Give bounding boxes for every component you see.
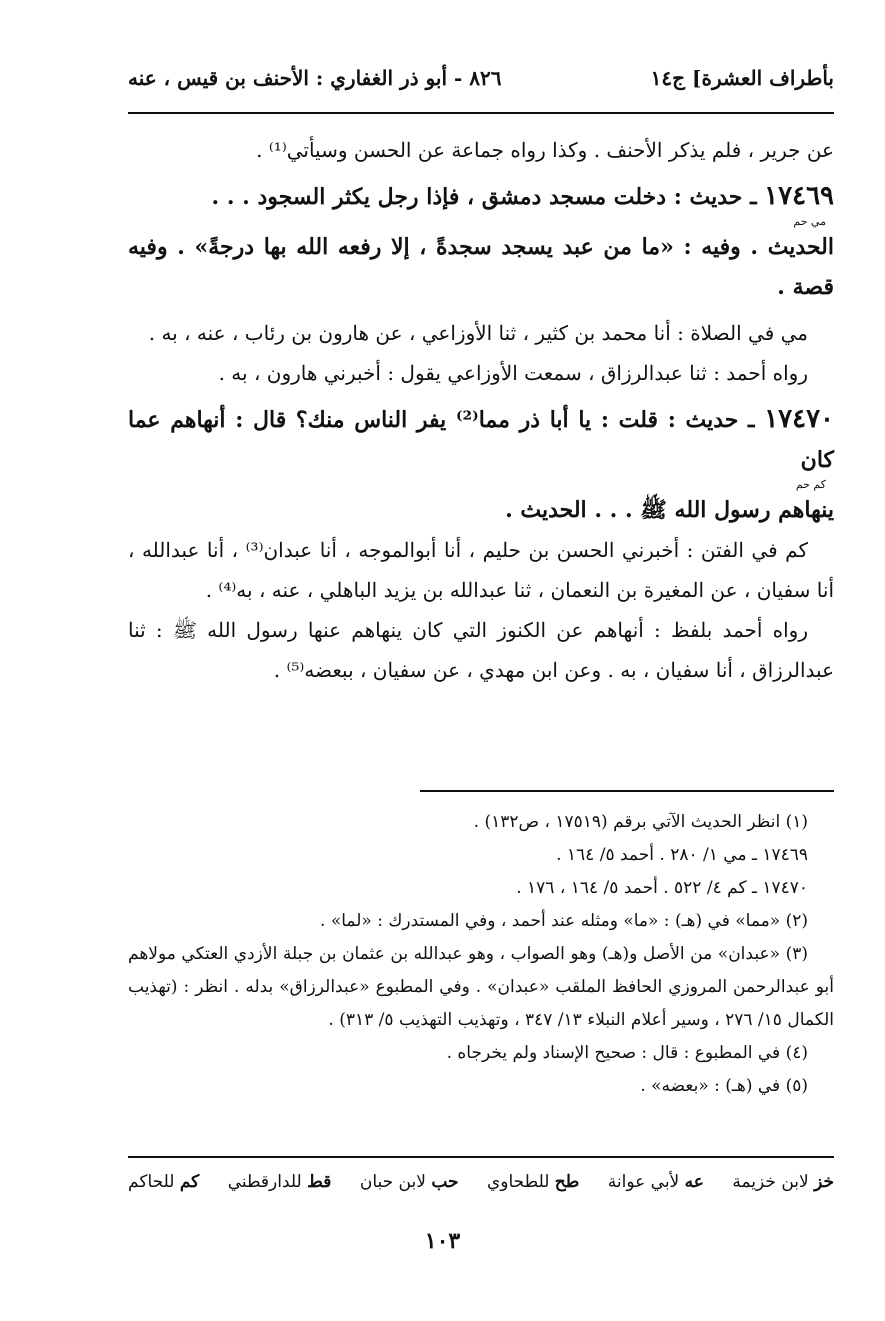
footnote-5: (٥) في (هـ) : «بعضه» . — [640, 1076, 808, 1096]
hadith-lead: ـ حديث : — [658, 407, 765, 433]
abbr-code: حب — [431, 1172, 459, 1192]
abbr-name: للدارقطني — [227, 1172, 302, 1192]
abbr-item — [228, 1172, 332, 1192]
hadith-number: ١٧٤٧٠ — [764, 404, 835, 434]
abbr-item — [487, 1172, 579, 1192]
abbr-code: خز — [814, 1172, 834, 1192]
footnote-4: (٤) في المطبوع : قال : صحيح الإسناد ولم يخرجاه . — [446, 1043, 808, 1063]
abbr-name: للطحاوي — [486, 1172, 550, 1192]
abbr-name: لابن حبان — [359, 1172, 426, 1192]
main-text — [128, 130, 834, 690]
header-volume: بأطراف العشرة] ج١٤ — [650, 66, 834, 90]
running-header — [128, 60, 834, 100]
hadith-number: ١٧٤٦٩ — [764, 181, 834, 211]
abbr-code: كم — [179, 1172, 200, 1192]
hadith-text: دخلت مسجد دمشق ، فإذا رجل يكثر السجود . . . — [211, 184, 667, 210]
hadith-sigla: كم حم — [795, 478, 826, 491]
bottom-rule — [128, 1156, 834, 1158]
paragraph-kam: كم في الفتن : أخبرني الحسن بن حليم ، أنا أبوالموجه ، أنا عبدان⁽³⁾ ، أنا عبدالله ، أنا سفيان ، عن المغيرة بن النعمان ، ثنا عبدالله بن يزيد الباهلي ، عنه ، به⁽⁴⁾ . — [128, 538, 834, 602]
hadith-text-cont: الحديث . وفيه : — [673, 234, 834, 260]
hadith-17469 — [128, 176, 834, 307]
paragraph-mi: مي في الصلاة : أنا محمد بن كثير ، ثنا الأوزاعي ، عن هارون بن رئاب ، عنه ، به . — [148, 321, 808, 345]
hadith-quote: «ما من عبد يسجد سجدةً ، إلا رفعه الله بها درجةً» . وفيه قصة . — [128, 234, 834, 300]
footnote-2: (٢) «مما» في (هـ) : «ما» ومثله عند أحمد ، وفي المستدرك : «لما» . — [320, 911, 808, 931]
hadith-lead: ـ حديث : — [666, 184, 765, 210]
page-number: ١٠٣ — [424, 1228, 461, 1254]
abbr-item — [608, 1172, 704, 1192]
abbr-code: طح — [554, 1172, 580, 1192]
header-rule — [128, 112, 834, 114]
hadith-17470 — [128, 399, 834, 530]
footnotes — [128, 806, 834, 1103]
hadith-text-cont: ينهاهم رسول الله ﷺ . . . الحديث . — [505, 497, 834, 523]
header-chapter: ٨٢٦ - أبو ذر الغفاري : الأحنف بن قيس ، عنه — [128, 66, 502, 90]
footnote-1: (١) انظر الحديث الآتي برقم (١٧٥١٩ ، ص١٣٢) . — [473, 812, 808, 832]
footnote-rule — [420, 790, 834, 792]
abbr-code: عه — [684, 1172, 704, 1192]
hadith-text: قلت : يا أبا ذر مما⁽²⁾ يفر الناس منك؟ قال : أنهاهم عما كان — [128, 407, 834, 473]
paragraph-ahmad-lafz: رواه أحمد بلفظ : أنهاهم عن الكنوز التي كان ينهاهم عنها رسول الله ﷺ : ثنا عبدالرزاق ، أنا سفيان ، به . وعن ابن مهدي ، عن سفيان ، ببعضه⁽⁵⁾ . — [128, 618, 834, 682]
abbr-item — [128, 1172, 199, 1192]
abbr-name: لأبي عوانة — [607, 1172, 680, 1192]
paragraph-ahmad: رواه أحمد : ثنا عبدالرزاق ، سمعت الأوزاعي يقول : أخبرني هارون ، به . — [218, 361, 808, 385]
hadith-sigla: مي حم — [793, 215, 826, 228]
abbr-name: لابن خزيمة — [732, 1172, 809, 1192]
abbr-name: للحاكم — [128, 1172, 175, 1192]
footnote-ref-17470: ١٧٤٧٠ ـ كم ٤/ ٥٢٢ . أحمد ٥/ ١٦٤ ، ١٧٦ . — [516, 878, 808, 898]
paragraph-continuation: عن جرير ، فلم يذكر الأحنف . وكذا رواه جماعة عن الحسن وسيأتي⁽¹⁾ . — [256, 138, 834, 162]
abbr-code: قط — [307, 1172, 332, 1192]
abbr-item — [360, 1172, 459, 1192]
footnote-3: (٣) «عبدان» من الأصل و(هـ) وهو الصواب ، وهو عبدالله بن عثمان بن جبلة الأزدي العتكي مولاهم أبو عبدالرحمن المروزي الحافظ الملقب «عبدان» . وفي المطبوع «عبدالرزاق» بدله . انظر : (تهذيب الكمال ١٥/ ٢٧٦ ، وسير أعلام النبلاء ١٣/ ٣٤٧ ، وتهذيب التهذيب ٥/ ٣١٣) . — [128, 944, 834, 1030]
footnote-ref-17469: ١٧٤٦٩ ـ مي ١/ ٢٨٠ . أحمد ٥/ ١٦٤ . — [556, 845, 808, 865]
abbr-item — [732, 1172, 834, 1192]
abbreviation-key — [128, 1172, 834, 1192]
